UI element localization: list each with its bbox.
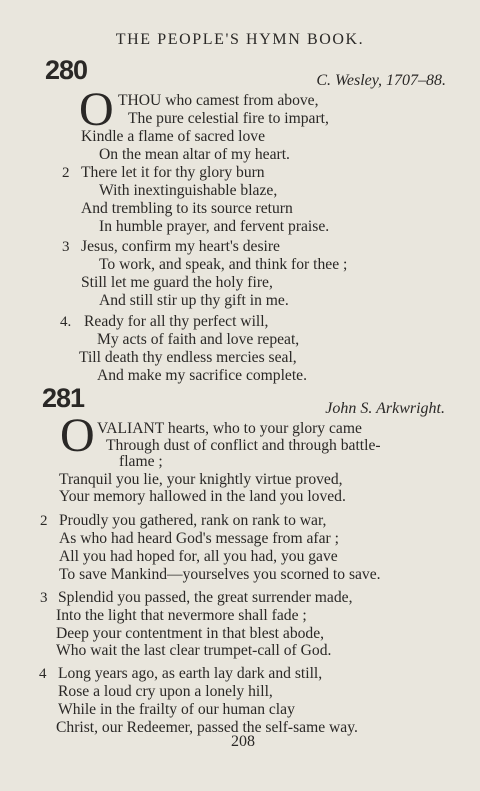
hymn-281-v2-l4: To save Mankind—yourselves you scorned to save.	[59, 566, 381, 583]
page-number: 208	[231, 733, 255, 750]
drop-cap-280: O	[79, 83, 114, 136]
hymn-280-v3-l1: Jesus, confirm my heart's desire	[81, 238, 280, 255]
hymn-280-v2-l4: In humble prayer, and fervent praise.	[99, 218, 330, 235]
hymn-280-v1-l2: The pure celestial fire to impart,	[128, 110, 329, 127]
hymn-281-v4-l2: Rose a loud cry upon a lonely hill,	[58, 683, 273, 700]
hymn-280-v1-l3: Kindle a flame of sacred love	[81, 128, 266, 145]
hymn-280-v2-number: 2	[62, 165, 70, 181]
hymn-280-v4-l3: Till death thy endless mercies seal,	[79, 349, 297, 366]
hymn-281-v4-l1: Long years ago, as earth lay dark and still,	[58, 665, 323, 682]
hymn-280-v4-l4: And make my sacrifice complete.	[97, 367, 307, 384]
hymn-281-v1-l5: Your memory hallowed in the land you loved.	[59, 488, 346, 505]
hymn-280-v2-l1: There let it for thy glory burn	[81, 164, 265, 181]
hymn-281-v1-l3: flame ;	[119, 453, 163, 470]
hymn-280-v3-l2: To work, and speak, and think for thee ;	[99, 256, 348, 273]
hymn-281-v4-number: 4	[39, 666, 47, 682]
hymn-281-v1-l4: Tranquil you lie, your knightly virtue proved,	[59, 471, 343, 488]
hymn-280-v1-l1: THOU who camest from above,	[118, 92, 319, 109]
hymn-281-v4-l3: While in the frailty of our human clay	[58, 701, 295, 718]
hymn-281-v3-l2: Into the light that nevermore shall fade ;	[56, 607, 307, 624]
hymn-281-v1-l2: Through dust of conflict and through battle-	[106, 437, 381, 454]
hymn-280-v2-l2: With inextinguishable blaze,	[99, 182, 278, 199]
hymn-280-v1-l4: On the mean altar of my heart.	[99, 146, 290, 163]
hymn-281-v3-l3: Deep your contentment in that blest abode,	[56, 625, 325, 642]
hymn-author-280: C. Wesley, 1707–88.	[316, 72, 446, 89]
hymn-280-v3-number: 3	[62, 239, 70, 255]
hymn-number-281: 281	[42, 383, 85, 413]
hymn-281-v3-l1: Splendid you passed, the great surrender made,	[58, 589, 353, 606]
hymn-281-v3-number: 3	[40, 590, 48, 606]
hymn-280-v3-l3: Still let me guard the holy fire,	[81, 274, 273, 291]
hymn-281-v3-l4: Who wait the last clear trumpet-call of God.	[56, 642, 332, 659]
running-header: THE PEOPLE'S HYMN BOOK.	[115, 31, 365, 48]
drop-cap-281: O	[60, 409, 95, 462]
hymn-281-v4-l4: Christ, our Redeemer, passed the self-same way.	[56, 719, 358, 736]
hymn-280-v4-number: 4.	[60, 314, 72, 330]
hymn-281-v2-l2: As who had heard God's message from afar ;	[59, 530, 339, 547]
hymn-281-v1-l1: VALIANT hearts, who to your glory came	[97, 420, 362, 437]
hymn-281-v2-number: 2	[40, 513, 48, 529]
hymn-280-v4-l1: Ready for all thy perfect will,	[84, 313, 269, 330]
hymn-number-280: 280	[45, 55, 88, 85]
hymn-281-v2-l3: All you had hoped for, all you had, you gave	[59, 548, 338, 565]
hymn-author-281: John S. Arkwright.	[325, 400, 445, 417]
hymn-281-v2-l1: Proudly you gathered, rank on rank to war,	[59, 512, 327, 529]
hymn-280-v4-l2: My acts of faith and love repeat,	[97, 331, 300, 348]
hymn-280-v2-l3: And trembling to its source return	[81, 200, 293, 217]
hymn-280-v3-l4: And still stir up thy gift in me.	[99, 292, 289, 309]
